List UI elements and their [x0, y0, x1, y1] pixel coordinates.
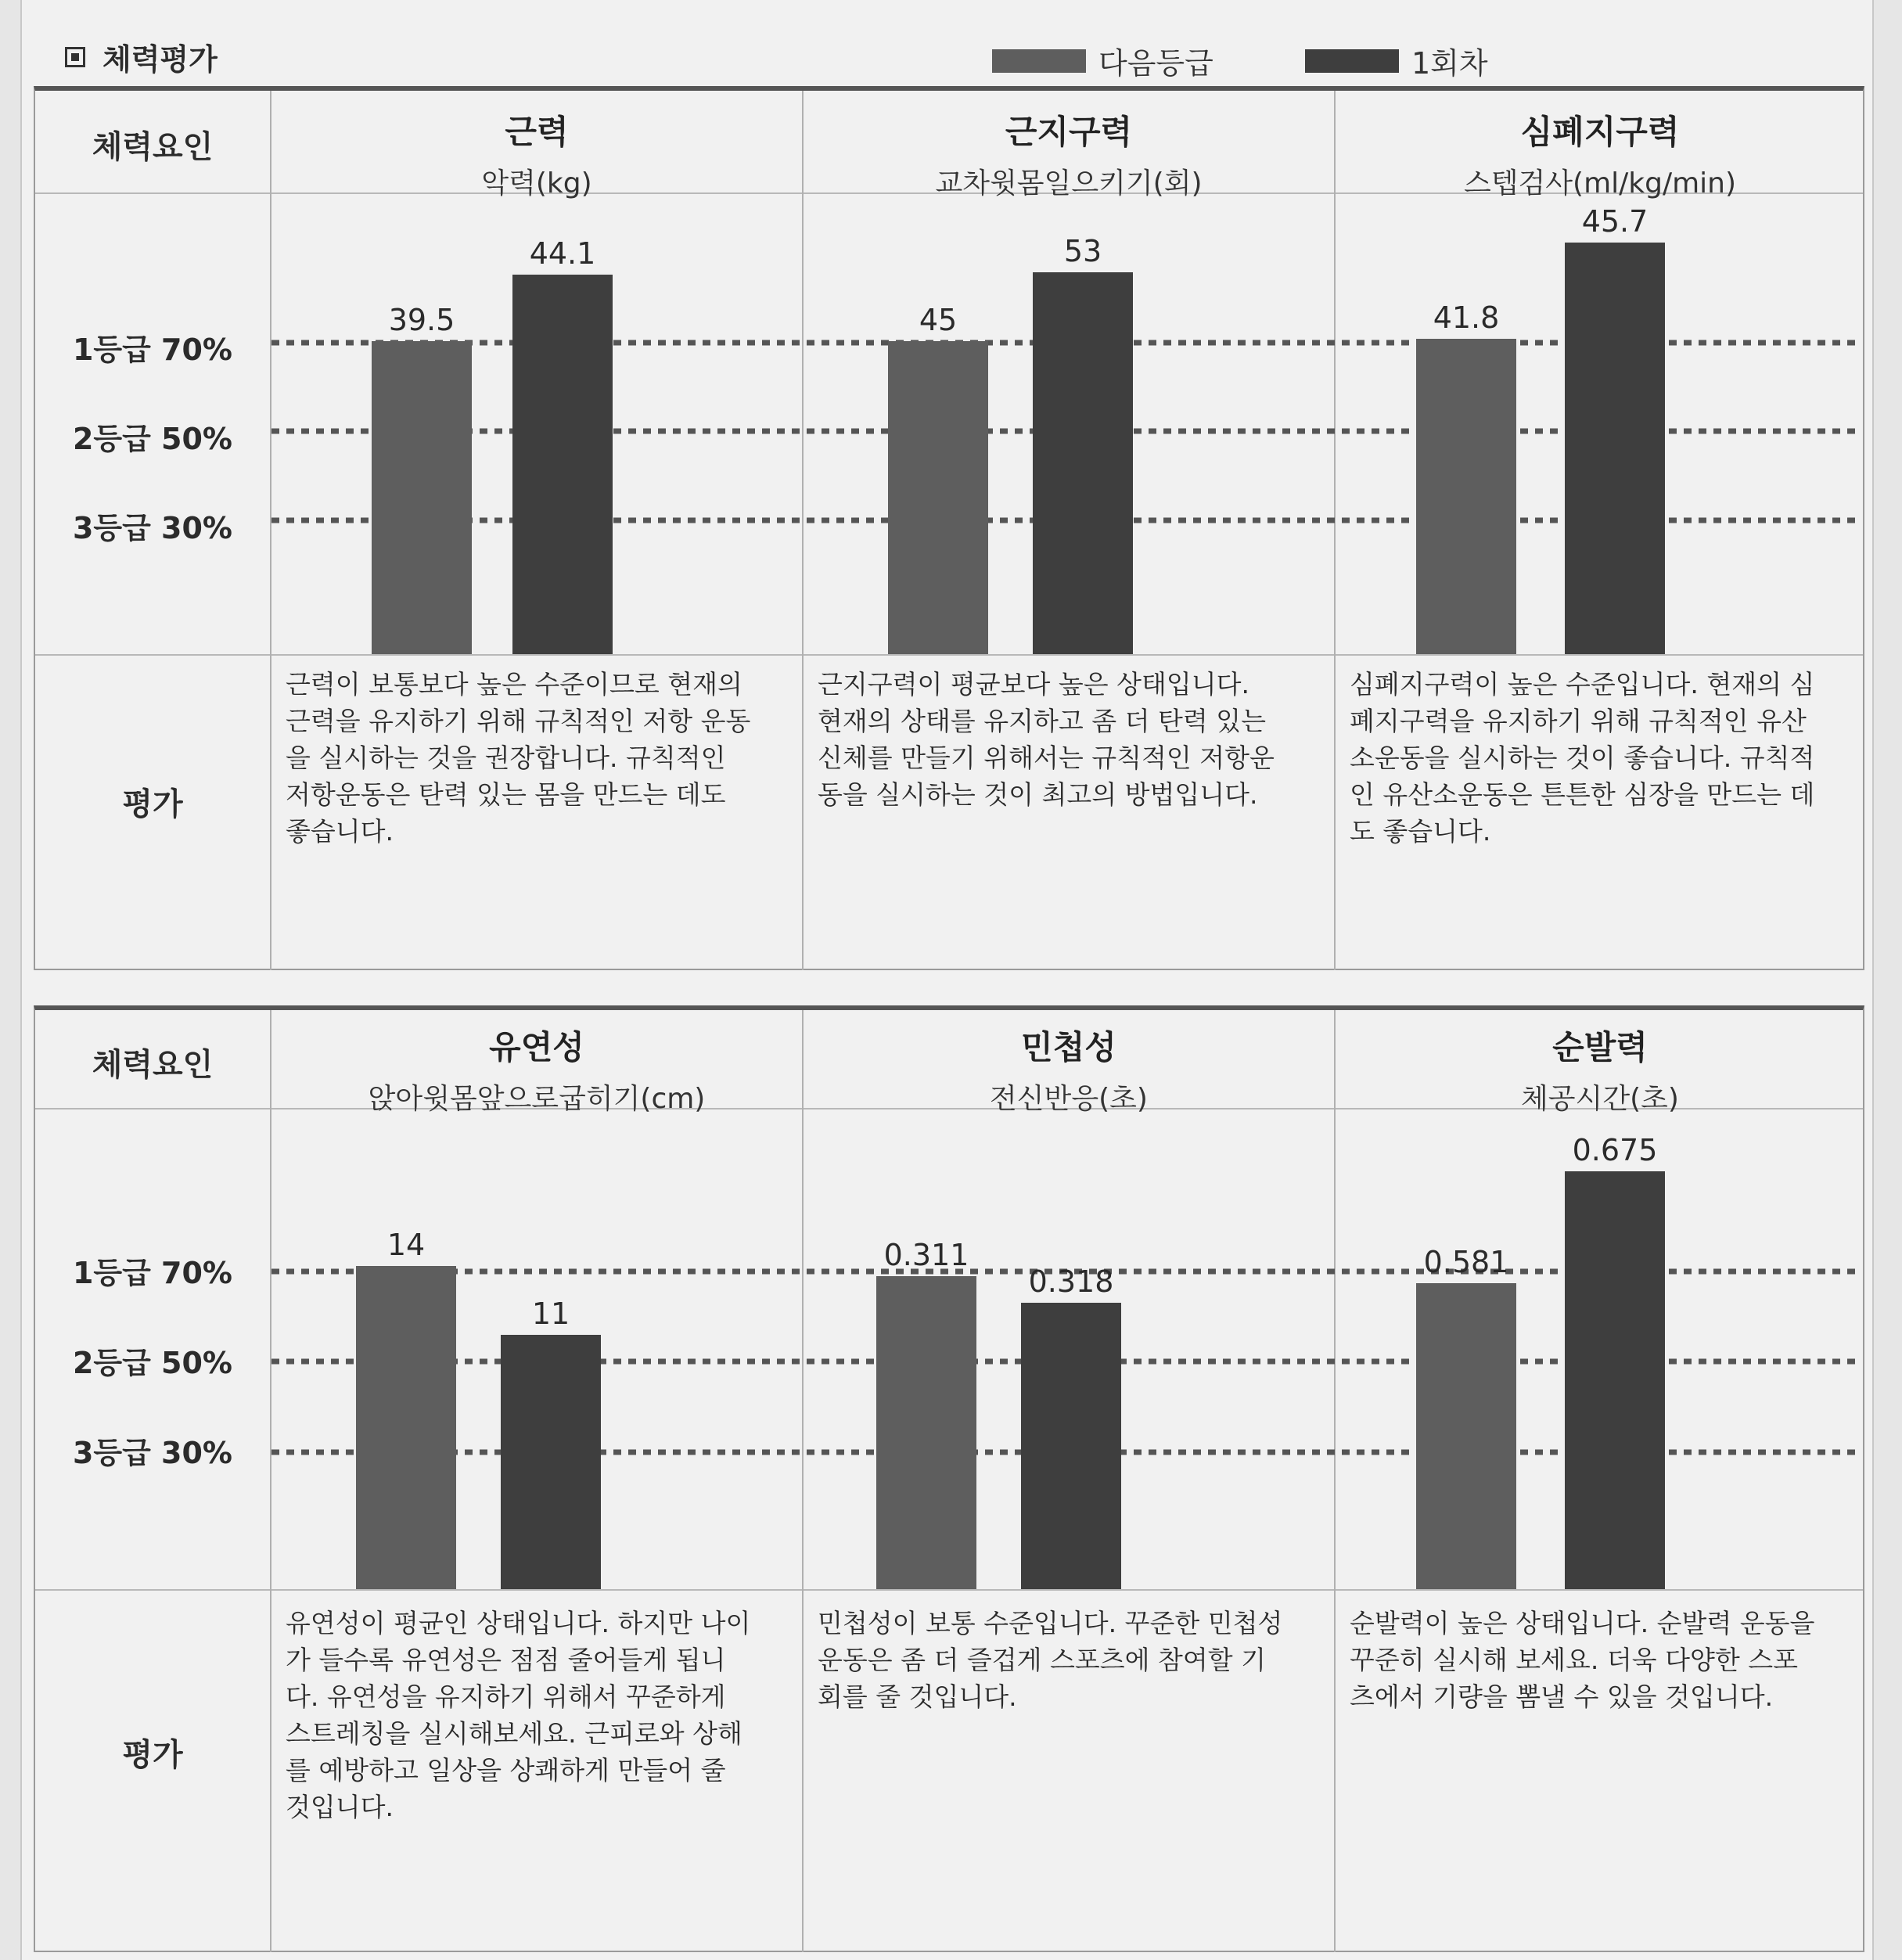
factor-subtitle: 스텝검사(ml/kg/min): [1463, 167, 1737, 200]
evaluation-row-label: 평가: [122, 786, 183, 822]
column-header-strength: [271, 106, 802, 201]
bar-current: [1033, 272, 1133, 654]
evaluation-text-power: [1350, 1605, 1858, 1715]
evaluation-line: 폐지구력을 유지하기 위해 규칙적인 유산: [1350, 706, 1807, 736]
legend-label-current: 1회차: [1411, 46, 1488, 81]
section-header: [22, 0, 1872, 90]
evaluation-line: 현재의 상태를 유지하고 좀 더 탄력 있는: [818, 706, 1266, 736]
evaluation-line: 근력이 보통보다 높은 수준이므로 현재의: [286, 669, 742, 699]
legend-label-next-grade: 다음등급: [1098, 46, 1213, 81]
evaluation-line: 회를 줄 것입니다.: [818, 1681, 1017, 1712]
grade-label-3: 3등급 30%: [72, 511, 233, 545]
evaluation-line: 심폐지구력이 높은 수준입니다. 현재의 심: [1350, 669, 1815, 699]
bar-value-label: 0.675: [1572, 1133, 1658, 1167]
bar-next-grade: [888, 341, 988, 654]
evaluation-line: 츠에서 기량을 뽐낼 수 있을 것입니다.: [1350, 1681, 1774, 1712]
legend-next-grade: [992, 39, 1213, 82]
factor-title: 순발력: [1552, 1028, 1648, 1066]
evaluation-text-endurance: [818, 666, 1326, 813]
factor-row-label: 체력요인: [92, 1047, 214, 1083]
factor-subtitle: 악력(kg): [481, 167, 592, 200]
evaluation-line: 도 좋습니다.: [1350, 816, 1491, 847]
evaluation-line: 인 유산소운동은 튼튼한 심장을 만드는 데: [1350, 779, 1815, 810]
bar-value-label: 0.311: [883, 1238, 969, 1272]
bar-current: [1021, 1303, 1121, 1589]
evaluation-line: 민첩성이 보통 수준입니다. 꾸준한 민첩성: [818, 1608, 1283, 1638]
bar-chart-row-1: [35, 194, 1863, 654]
bar-current: [501, 1335, 601, 1589]
factor-subtitle: 전신반응(초): [990, 1083, 1148, 1115]
evaluation-line: 동을 실시하는 것이 최고의 방법입니다.: [818, 779, 1258, 810]
legend-swatch-current: [1305, 49, 1399, 73]
section-title-text: 체력평가: [102, 42, 218, 77]
evaluation-line: 꾸준히 실시해 보세요. 더욱 다양한 스포: [1350, 1645, 1798, 1675]
evaluation-row-label: 평가: [122, 1737, 183, 1773]
grade-label-2: 2등급 50%: [72, 1346, 233, 1380]
grade-label-1: 1등급 70%: [72, 333, 233, 367]
bar-value-label: 53: [1063, 234, 1102, 268]
evaluation-line: 것입니다.: [286, 1792, 394, 1822]
factor-subtitle: 교차윗몸일으키기(회): [935, 167, 1203, 200]
factor-title: 심폐지구력: [1520, 113, 1680, 151]
bar-next-grade: [1416, 1283, 1516, 1589]
evaluation-text-agility: [818, 1605, 1326, 1715]
factor-row-label: 체력요인: [92, 129, 214, 165]
bar-value-label: 0.581: [1423, 1245, 1509, 1279]
bar-value-label: 45: [919, 303, 958, 337]
evaluation-line: 를 예방하고 일상을 상쾌하게 만들어 줄: [286, 1755, 726, 1786]
factor-subtitle: 앉아윗몸앞으로굽히기(cm): [368, 1083, 706, 1115]
evaluation-text-flexibility: [286, 1605, 794, 1825]
evaluation-text-cardio: [1350, 666, 1858, 850]
evaluation-line: 유연성이 평균인 상태입니다. 하지만 나이: [286, 1608, 751, 1638]
legend-current: [1305, 39, 1488, 82]
bar-next-grade: [1416, 339, 1516, 654]
column-header-endurance: [804, 106, 1334, 201]
factor-title: 근력: [505, 113, 569, 151]
bar-next-grade: [876, 1276, 976, 1589]
evaluation-line: 가 들수록 유연성은 점점 줄어들게 됩니: [286, 1645, 726, 1675]
bar-value-label: 14: [387, 1228, 426, 1262]
bar-value-label: 45.7: [1581, 204, 1649, 239]
evaluation-line: 근지구력이 평균보다 높은 상태입니다.: [818, 669, 1250, 699]
evaluation-text-strength: [286, 666, 794, 850]
grade-label-3: 3등급 30%: [72, 1436, 233, 1470]
factor-title: 민첩성: [1021, 1028, 1116, 1066]
column-header-cardio: [1336, 106, 1864, 201]
evaluation-line: 신체를 만들기 위해서는 규칙적인 저항운: [818, 743, 1275, 773]
fitness-table-2: [34, 1005, 1864, 1952]
square-bullet-icon: [65, 47, 85, 67]
factor-subtitle: 체공시간(초): [1521, 1083, 1679, 1115]
grade-label-2: 2등급 50%: [72, 422, 233, 456]
evaluation-line: 저항운동은 탄력 있는 몸을 만드는 데도: [286, 779, 726, 810]
evaluation-line: 근력을 유지하기 위해 규칙적인 저항 운동: [286, 706, 751, 736]
bar-chart-row-2: [35, 1109, 1863, 1589]
bar-current: [512, 275, 613, 654]
report-page: [22, 0, 1872, 1960]
chart-divider: [35, 654, 1863, 656]
bar-value-label: 39.5: [388, 303, 455, 337]
evaluation-line: 소운동을 실시하는 것이 좋습니다. 규칙적: [1350, 743, 1815, 773]
evaluation-line: 스트레칭을 실시해보세요. 근피로와 상해: [286, 1718, 742, 1749]
bar-current: [1565, 243, 1665, 654]
bar-value-label: 11: [531, 1296, 570, 1331]
column-header-power: [1336, 1022, 1864, 1117]
bar-next-grade: [372, 341, 472, 654]
bar-value-label: 0.318: [1028, 1264, 1114, 1299]
evaluation-line: 을 실시하는 것을 권장합니다. 규칙적인: [286, 743, 726, 773]
legend-swatch-next-grade: [992, 49, 1086, 73]
factor-title: 유연성: [489, 1028, 584, 1066]
section-title: [65, 35, 218, 78]
evaluation-line: 순발력이 높은 상태입니다. 순발력 운동을: [1350, 1608, 1815, 1638]
bar-value-label: 44.1: [529, 236, 596, 271]
grade-label-1: 1등급 70%: [72, 1256, 233, 1290]
column-header-flexibility: [271, 1022, 802, 1117]
column-header-agility: [804, 1022, 1334, 1117]
evaluation-line: 다. 유연성을 유지하기 위해서 꾸준하게: [286, 1681, 726, 1712]
evaluation-line: 좋습니다.: [286, 816, 394, 847]
chart-divider: [35, 1589, 1863, 1591]
bar-value-label: 41.8: [1433, 300, 1500, 335]
factor-title: 근지구력: [1005, 113, 1133, 151]
bar-current: [1565, 1171, 1665, 1589]
fitness-table-1: [34, 86, 1864, 970]
bar-next-grade: [356, 1266, 456, 1589]
evaluation-line: 운동은 좀 더 즐겁게 스포츠에 참여할 기: [818, 1645, 1266, 1675]
